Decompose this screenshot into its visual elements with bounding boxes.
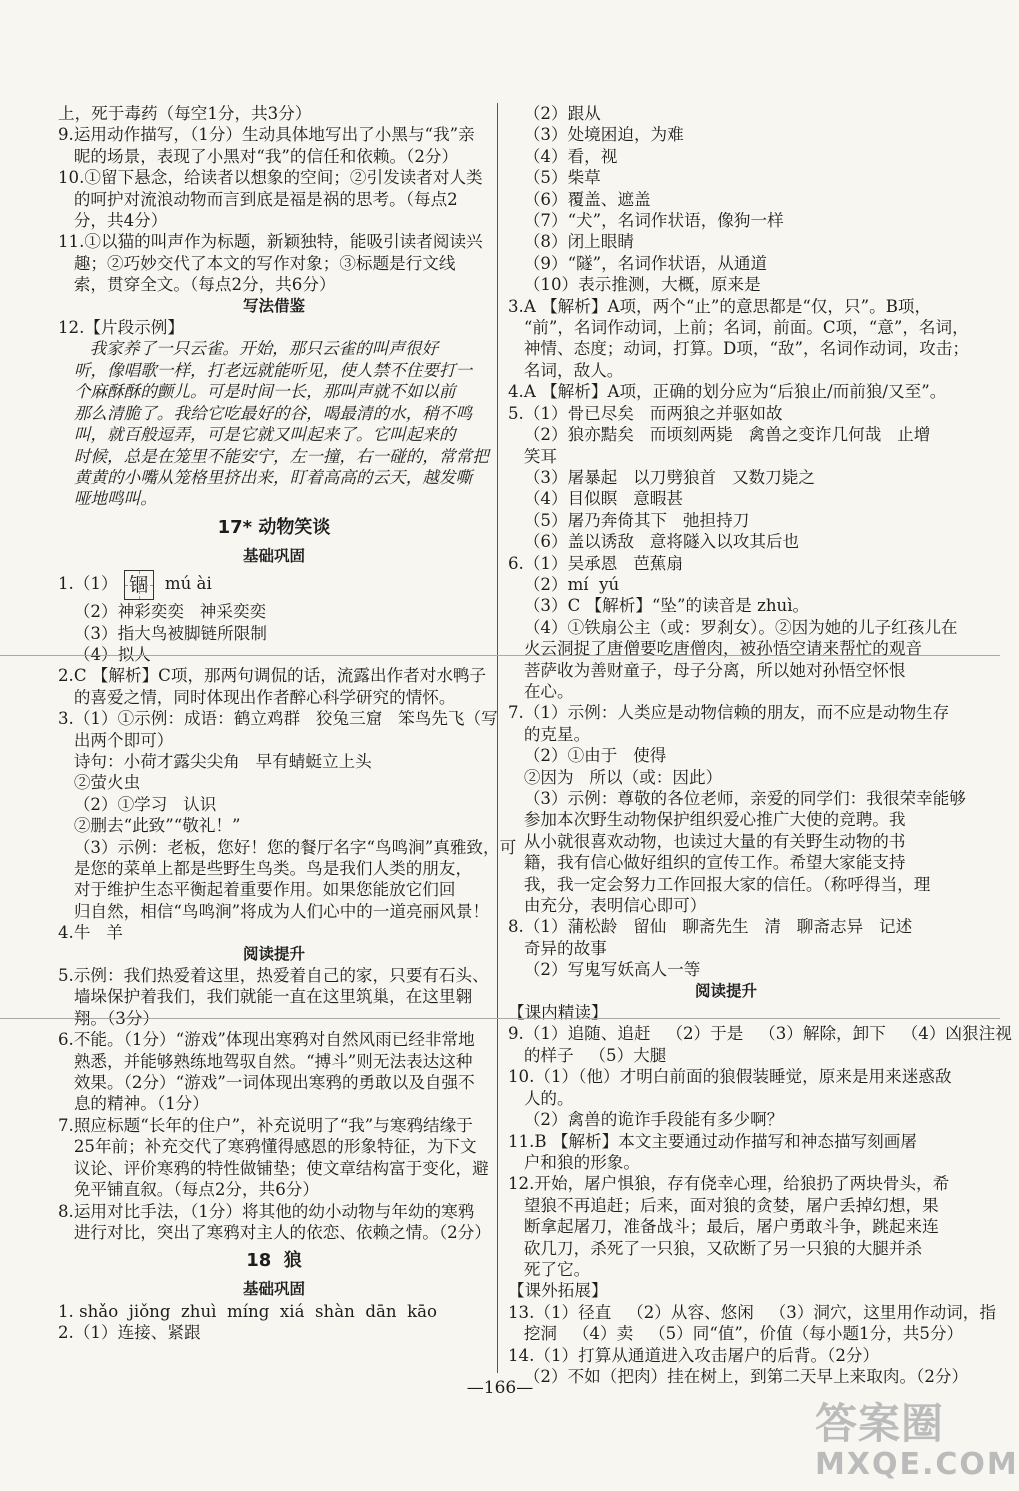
answer-line: 断拿起屠刀，准备战斗；最后，屠户勇敢斗争，跳起来连	[508, 1217, 939, 1237]
answer-line: （3）C 【解析】“坠”的读音是 zhuì。	[508, 596, 810, 616]
answer-line: （2）禽兽的诡诈手段能有多少啊？	[508, 1110, 784, 1130]
answer-line: （2）不如（把肉）挂在树上，到第二天早上来取肉。（2分）	[508, 1366, 969, 1386]
answer-line: 人的。	[508, 1088, 574, 1108]
answer-line: 1. shǎo jiǒng zhuì míng xiá shàn dān kāo	[58, 1301, 438, 1321]
answer-line: 分，共4分）	[58, 211, 168, 231]
answer-line: 12.开始，屠户惧狼，存有侥幸心理，给狼扔了两块骨头，希	[508, 1174, 950, 1194]
right-column	[508, 103, 1012, 1387]
answer-line: 13.（1）径直 （2）从容、悠闲 （3）洞穴，这里用作动词，指	[508, 1302, 996, 1322]
watermark-logo	[815, 1399, 1019, 1485]
answer-line: 笑耳	[508, 446, 558, 466]
lesson-title: 17* 动物笑谈	[217, 516, 331, 538]
answer-line: 在心。	[508, 681, 574, 701]
answer-line: 议论、评价寒鸦的特性做铺垫；使文章结构富于变化，避	[58, 1158, 489, 1178]
answer-line: 息的精神。（1分）	[58, 1094, 209, 1114]
answer-line: 出两个即可）	[58, 730, 174, 750]
answer-line: 3.A 【解析】A项，两个“止”的意思都是“仅，只”。B项，	[508, 296, 932, 316]
left-column	[58, 103, 517, 1344]
answer-line: 上，死于毒药（每空1分，共3分）	[58, 104, 312, 123]
answer-line: 翔。（3分）	[58, 1008, 160, 1028]
answer-line	[58, 567, 490, 601]
column-divider	[497, 103, 498, 1373]
answer-line: 火云洞捉了唐僧要吃唐僧肉，被孙悟空请来帮忙的观音	[508, 639, 923, 659]
answer-line: 的喜爱之情，同时体现出作者醉心科学研究的情怀。	[58, 687, 456, 707]
answer-line: 菩萨收为善财童子，母子分离，所以她对孙悟空怀恨	[508, 660, 906, 680]
answer-line: 奇异的故事	[508, 938, 607, 958]
answer-line: 10.（1）（他）才明白前面的狼假装睡觉，原来是用来迷惑敌	[508, 1067, 952, 1087]
character-box: 锢	[124, 570, 154, 600]
answer-line: 墙垛保护着我们，我们就能一直在这里筑巢，在这里翱	[58, 987, 473, 1007]
section-heading: 写法借鉴	[242, 296, 305, 315]
answer-line: （2）①由于 使得	[508, 746, 667, 766]
answer-line: （5）柴草	[508, 168, 601, 188]
watermark-url: MXQE.COM	[815, 1447, 1019, 1482]
answer-line: （6）覆盖、遮盖	[508, 189, 651, 209]
answer-line: 5.（1）骨已尽矣 而两狼之并驱如故	[508, 403, 783, 423]
answer-line: 神情、态度；动词，打算。D项，“敌”，名词作动词，攻击；	[508, 339, 969, 359]
answer-line: 4.A 【解析】A项，正确的划分应为“后狼止/而前狼/又至”。	[508, 382, 947, 402]
answer-line: 索，贯穿全文。（每点2分，共6分）	[58, 275, 336, 295]
answer-line: 【课内精读】	[508, 1003, 608, 1023]
handwritten-line: 哑地鸣叫。	[58, 489, 157, 509]
section-heading: 阅读提升	[694, 981, 757, 1000]
answer-line: 14.（1）打算从通道进入攻击屠户的后背。（2分）	[508, 1345, 880, 1365]
answer-line: 对于维护生态平衡起着重要作用。如果您能放它们回	[58, 880, 456, 900]
answer-line: 的呵护对流浪动物而言到底是福是祸的思考。（每点2	[58, 189, 458, 209]
answer-line: ②萤火虫	[58, 773, 141, 793]
answer-line: 归自然，相信“鸟鸣涧”将成为人们心中的一道亮丽风景！	[58, 901, 490, 921]
answer-line: （3）屠暴起 以刀劈狼首 又数刀毙之	[508, 467, 815, 487]
answer-line: 免平铺直叙。（每点2分，共6分）	[58, 1180, 319, 1200]
answer-line: 8.运用对比手法，（1分）将其他的幼小动物与年幼的寒鸦	[58, 1201, 475, 1221]
answer-line: （2）①学习 认识	[58, 794, 217, 814]
watermark-main: 答案圈	[815, 1399, 945, 1448]
answer-line: 户和狼的形象。	[508, 1152, 640, 1172]
handwritten-line: 那么清脆了。我给它吃最好的谷，喝最清的水，稍不鸣	[58, 403, 473, 423]
answer-line: 12.【片段示例】	[58, 318, 184, 338]
answer-line: 2.C 【解析】C项，那两句调侃的话，流露出作者对水鸭子	[58, 666, 487, 686]
answer-line: 25年前；补充交代了寒鸦懂得感恩的形象特征，为下文	[58, 1137, 477, 1157]
answer-line: （3）示例：尊敬的各位老师，亲爱的同学们：我很荣幸能够	[508, 789, 966, 808]
handwritten-line: 我家养了一只云雀。开始，那只云雀的叫声很好	[58, 339, 439, 359]
answer-line: 我，我一定会努力工作回报大家的信任。（称呼得当，理	[508, 874, 931, 894]
answer-line: （8）闭上眼睛	[508, 232, 634, 252]
section-heading: 基础巩固	[242, 546, 305, 565]
section-heading: 阅读提升	[242, 944, 305, 963]
answer-line: 6.（1）吴承恩 芭蕉扇	[508, 553, 683, 573]
answer-line: 参加本次野生动物保护组织爱心推广大使的竞聘。我	[508, 810, 906, 830]
answer-line: “前”，名词作动词，上前；名词，前面。C项，“意”，名词，	[508, 318, 969, 338]
answer-line: 诗句：小荷才露尖尖角 早有蜻蜓立上头	[58, 751, 372, 771]
answer-line: （9）“隧”，名词作状语，从通道	[508, 253, 768, 273]
answer-line: 11.①以猫的叫声作为标题，新颖独特，能吸引读者阅读兴	[58, 232, 483, 252]
answer-line: 2.（1）连接、紧跟	[58, 1323, 201, 1343]
fold-line	[0, 1018, 1000, 1019]
answer-line: （6）盖以诱敌 意将隧入以攻其后也	[508, 532, 800, 552]
handwritten-line: 个麻酥酥的颤儿。可是时间一长，那叫声就不如以前	[58, 382, 456, 402]
answer-line: 籍，我有信心做好组织的宣传工作。希望大家能支持	[508, 853, 906, 873]
answer-line: （5）屠乃奔倚其下 弛担持刀	[508, 510, 750, 530]
answer-line: 进行对比，突出了寒鸦对主人的依恋、依赖之情。（2分）	[58, 1222, 491, 1242]
handwritten-line: 听，像唱歌一样，打老远就能听见，使人禁不住要打一	[58, 360, 473, 380]
answer-line: 从小就很喜欢动物，也读过大量的有关野生动物的书	[508, 831, 906, 851]
handwritten-line: 叫，就百般逗弄，可是它就又叫起来了。它叫起来的	[58, 425, 456, 445]
answer-line: 5.示例：我们热爱着这里，热爱着自己的家，只要有石头、	[58, 966, 489, 986]
answer-line: 【课外拓展】	[508, 1281, 608, 1301]
answer-line: 9.（1）追随、追赶 （2）于是 （3）解除，卸下 （4）凶狠注视	[508, 1024, 1012, 1044]
answer-line: （4）目似瞑 意暇甚	[508, 489, 683, 509]
answer-line: （4）拟人	[58, 644, 151, 664]
answer-line: 熟悉，并能够熟练地驾驭自然。“搏斗”则无法表达这种	[58, 1051, 473, 1071]
answer-line: （2）狼亦黠矣 而顷刻两毙 禽兽之变诈几何哉 止增	[508, 425, 931, 445]
answer-line: 3.（1）①示例：成语：鹤立鸡群 狡兔三窟 笨鸟先飞（写	[58, 709, 498, 729]
answer-line: 由充分，表明信心即可）	[508, 896, 707, 916]
answer-line: 望狼不再追赶；后来，面对狼的贪婪，屠户丢掉幻想，果	[508, 1195, 939, 1215]
answer-line: ②删去“此致”“敬礼！”	[58, 816, 241, 836]
handwritten-line: 时候，总是在笼里不能安宁，左一撞，右一碰的，常常把	[58, 446, 489, 466]
answer-line: （2）mí yú	[508, 574, 620, 594]
answer-line: （4）①铁扇公主（或：罗刹女）。②因为她的儿子红孩儿在	[508, 617, 958, 637]
pinyin-text: mú ài	[159, 574, 212, 594]
answer-line: （3）示例：老板，您好！您的餐厅名字“鸟鸣涧”真雅致，可	[58, 837, 517, 857]
lesson-title: 18 狼	[246, 1250, 302, 1272]
answer-line: （2）写鬼写妖高人一等	[508, 960, 701, 980]
answer-line: （3）指大鸟被脚链所限制	[58, 623, 267, 643]
page-number: —166—	[466, 1378, 534, 1398]
answer-line: ②因为 所以（或：因此）	[508, 767, 723, 787]
answer-line: 死了它。	[508, 1259, 591, 1279]
handwritten-line: 黄黄的小嘴从笼格里挤出来，盯着高高的云天，越发嘶	[58, 467, 473, 487]
answer-line: 9.运用动作描写，（1分）生动具体地写出了小黑与“我”亲	[58, 125, 475, 145]
answer-line: 挖洞 （4）卖 （5）同“值”，价值（每小题1分，共5分）	[508, 1324, 964, 1344]
answer-line: 昵的场景，表现了小黑对“我”的信任和依赖。（2分）	[58, 146, 459, 166]
answer-line: 6.不能。（1分）“游戏”体现出寒鸦对自然风雨已经非常地	[58, 1030, 475, 1050]
answer-line: 8.（1）蒲松龄 留仙 聊斋先生 清 聊斋志异 记述	[508, 917, 913, 937]
fold-line	[0, 655, 1000, 656]
answer-line: 是您的菜单上都是些野生鸟类。鸟是我们人类的朋友，	[58, 859, 473, 878]
answer-text: 1.（1）	[58, 574, 118, 594]
answer-line: 10.①留下悬念，给读者以想象的空间；②引发读者对人类	[58, 168, 483, 188]
answer-line: （7）“犬”，名词作状语，像狗一样	[508, 211, 784, 231]
answer-line: （2）跟从	[508, 104, 601, 123]
answer-line: 7.（1）示例：人类应是动物信赖的朋友，而不应是动物生存	[508, 703, 950, 723]
answer-line: （2）神彩奕奕 神采奕奕	[58, 602, 267, 622]
section-heading: 基础巩固	[242, 1280, 305, 1299]
answer-line: 趣；②巧妙交代了本文的写作对象；③标题是行文线	[58, 253, 456, 273]
answer-line: 的样子 （5）大腿	[508, 1045, 667, 1065]
answer-line: 名词，敌人。	[508, 360, 624, 380]
answer-line: 效果。（2分）“游戏”一词体现出寒鸦的勇敢以及自强不	[58, 1073, 475, 1093]
answer-line: （10）表示推测，大概，原来是	[508, 275, 761, 295]
answer-line: 的克星。	[508, 724, 591, 744]
answer-line: 砍几刀，杀死了一只狼，又砍断了另一只狼的大腿并杀	[508, 1238, 923, 1258]
answer-line: （4）看，视	[508, 146, 618, 166]
answer-line: 7.照应标题“长年的住户”，补充说明了“我”与寒鸦结缘于	[58, 1115, 473, 1135]
answer-line: 4.牛 羊	[58, 923, 123, 943]
answer-line: 11.B 【解析】本文主要通过动作描写和神态描写刻画屠	[508, 1131, 917, 1151]
answer-line: （3）处境困迫，为难	[508, 125, 684, 145]
